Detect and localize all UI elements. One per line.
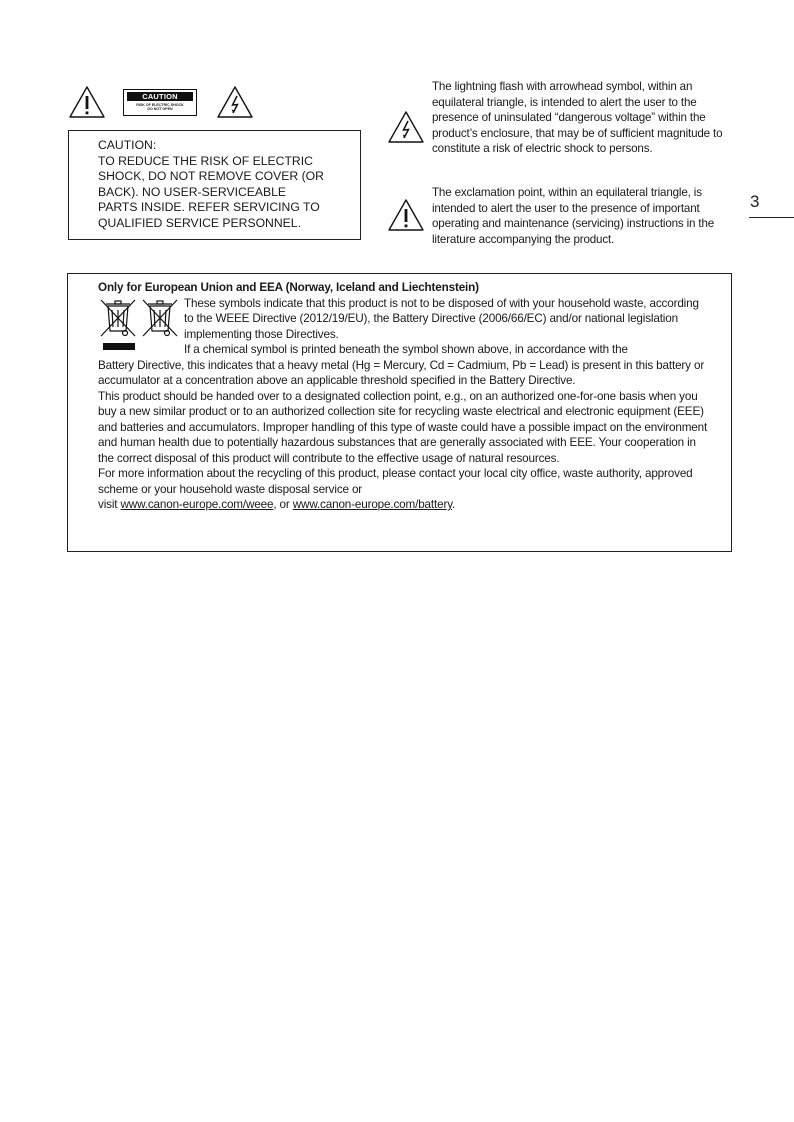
- eu-notice-chemical-rest: Battery Directive, this indicates that a heavy metal (Hg = Mercury, Cd = Cadmium, Pb = Lead) is present in this battery or accumulator at a concentration above an applicable threshold specified in the Battery Directive.: [98, 358, 705, 387]
- exclamation-explanation: The exclamation point, within an equilateral triangle, is intended to alert the user to the presence of important operating and maintenance (servicing) instructions in the literature accompanying the product.: [432, 186, 715, 246]
- link-weee[interactable]: www.canon-europe.com/weee: [120, 498, 274, 511]
- caution-label-title: CAUTION: [127, 92, 193, 101]
- lightning-explanation: The lightning flash with arrowhead symbol, within an equilateral triangle, is intended to alert the user to the presence of uninsulated “dangerous voltage” within the product’s enclosure, that may be of sufficient magnitude to constitute a risk of electric shock to persons.: [432, 80, 723, 156]
- caution-text: CAUTION: TO REDUCE THE RISK OF ELECTRIC SHOCK, DO NOT REMOVE COVER (OR BACK). NO USER-SERVICEABLE PARTS INSIDE. REFER SERVICING TO QUALIFIED SERVICE PERSONNEL.: [98, 138, 324, 230]
- eu-notice-visit-line: [98, 497, 708, 513]
- eu-notice-chemical-start: If a chemical symbol is printed beneath the symbol shown above, in accordance with the: [184, 343, 628, 356]
- eu-notice-intro: These symbols indicate that this product is not to be disposed of with your household waste, according to the WEEE Directive (2012/19/EU), the Battery Directive (2006/66/EC) and/or national legislation implementing those Directives.: [184, 296, 699, 341]
- caution-label-line2: DO NOT OPEN: [147, 107, 173, 112]
- exclamation-triangle-icon: [387, 198, 425, 232]
- caution-label: [123, 89, 197, 116]
- eu-notice-title: Only for European Union and EEA (Norway, Iceland and Liechtenstein): [98, 281, 479, 294]
- eu-notice-collection: This product should be handed over to a designated collection point, e.g., on an authorized one-for-one basis when you buy a new similar product or to an authorized collection site for recycling waste electrical and electronic equipment (EEE) and batteries and accumulators. Improper handling of this type of waste could have a possible impact on the environment and human health due to potentially hazardous substances that are generally associated with EEE. Your cooperation in the correct disposal of this product will contribute to the effective usage of natural resources.: [98, 389, 708, 465]
- visit-end: .: [452, 498, 456, 511]
- link-separator: , or: [273, 498, 290, 511]
- eu-disposal-notice: [67, 273, 732, 552]
- link-battery[interactable]: www.canon-europe.com/battery: [292, 498, 453, 511]
- visit-prefix: visit: [98, 498, 118, 511]
- caution-box: [68, 130, 361, 240]
- lightning-triangle-icon: [216, 85, 254, 119]
- page-number: 3: [750, 192, 760, 211]
- caution-label-text: [126, 103, 194, 112]
- caution-label-line1: RISK OF ELECTRIC SHOCK: [136, 103, 184, 107]
- lightning-triangle-icon: [387, 110, 425, 144]
- page-number-rule: [749, 217, 794, 218]
- eu-notice-more-info: For more information about the recycling of this product, please contact your local city office, waste authority, approved scheme or your household waste disposal service or: [98, 467, 693, 496]
- eu-notice-text: [98, 280, 708, 513]
- exclamation-triangle-icon: [68, 85, 106, 119]
